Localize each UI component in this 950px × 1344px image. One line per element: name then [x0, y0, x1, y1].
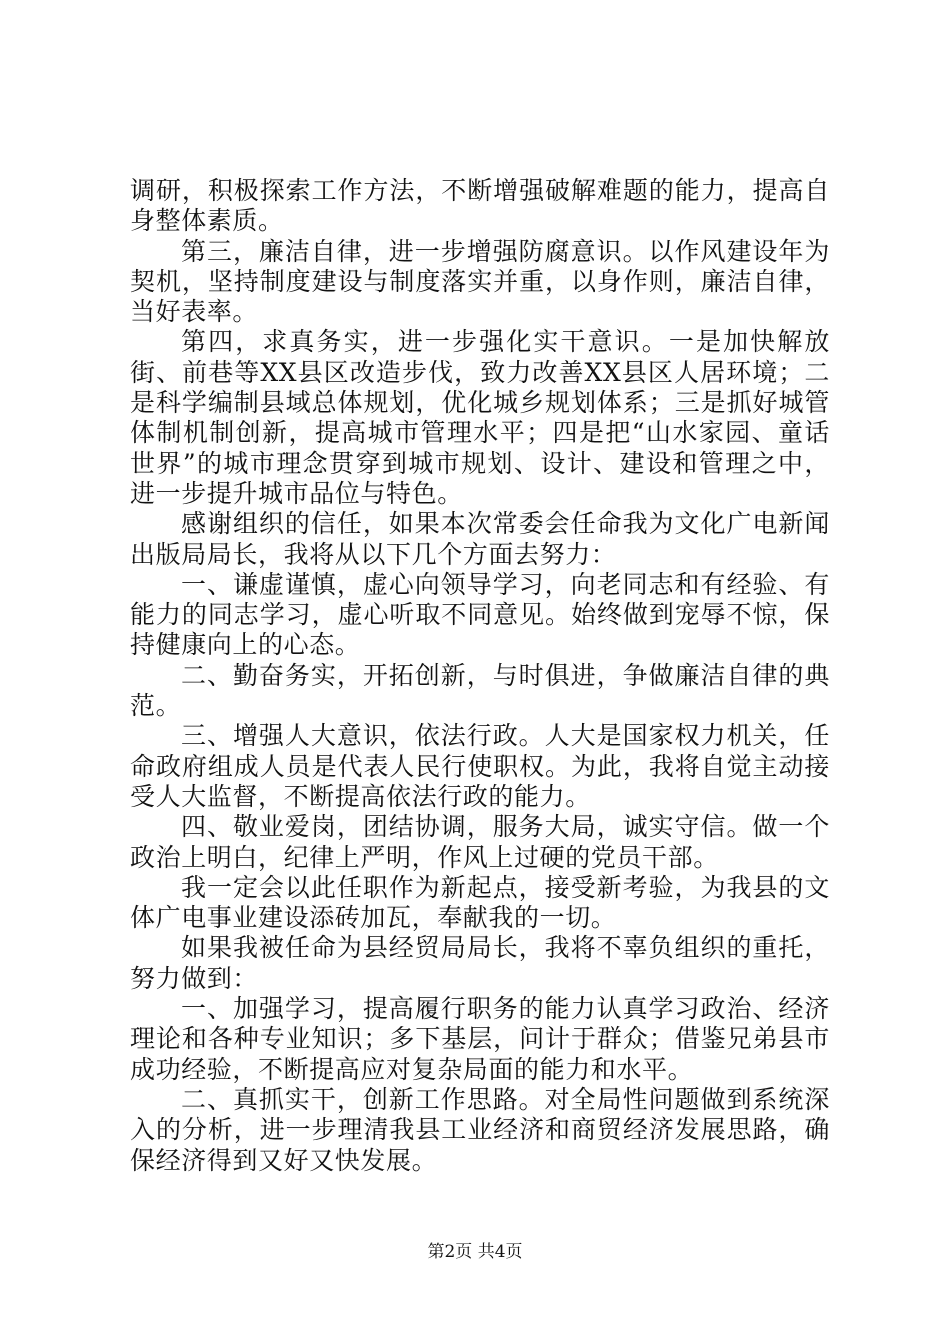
paragraph: 二、勤奋务实，开拓创新，与时俱进，争做廉洁自律的典范。 [130, 660, 830, 721]
paragraph: 二、真抓实干，创新工作思路。对全局性问题做到系统深入的分析，进一步理清我县工业经济和商贸经济发展思路，确保经济得到又好又快发展。 [130, 1084, 830, 1175]
paragraph: 三、增强人大意识，依法行政。人大是国家权力机关，任命政府组成人员是代表人民行使职权。为此，我将自觉主动接受人大监督，不断提高依法行政的能力。 [130, 721, 830, 811]
paragraph: 感谢组织的信任，如果本次常委会任命我为文化广电新闻出版局局长，我将从以下几个方面去努力： [130, 509, 830, 569]
paragraph: 如果我被任命为县经贸局局长，我将不辜负组织的重托，努力做到： [130, 933, 830, 993]
paragraph: 第四，求真务实，进一步强化实干意识。一是加快解放街、前巷等XX县区改造步伐，致力改善XX县区人居环境；二是科学编制县域总体规划，优化城乡规划体系；三是抓好城管体制机制创新，提高城市管理水平；四是把“山水家园、童话世界”的城市理念贯穿到城市规划、设计、建设和管理之中，进一步提升城市品位与特色。 [130, 327, 830, 508]
document-body [130, 176, 830, 1176]
paragraph: 第三，廉洁自律，进一步增强防腐意识。以作风建设年为契机，坚持制度建设与制度落实并重，以身作则，廉洁自律，当好表率。 [130, 236, 830, 327]
paragraph: 一、谦虚谨慎，虚心向领导学习，向老同志和有经验、有能力的同志学习，虚心听取不同意见。始终做到宠辱不惊，保持健康向上的心态。 [130, 569, 830, 660]
paragraph: 我一定会以此任职作为新起点，接受新考验，为我县的文体广电事业建设添砖加瓦，奉献我的一切。 [130, 872, 830, 933]
paragraph: 调研，积极探索工作方法，不断增强破解难题的能力，提高自身整体素质。 [130, 176, 830, 236]
page-footer: 第2页 共4页 [427, 1242, 523, 1262]
paragraph: 四、敬业爱岗，团结协调，服务大局，诚实守信。做一个政治上明白，纪律上严明，作风上过硬的党员干部。 [130, 812, 830, 872]
paragraph: 一、加强学习，提高履行职务的能力认真学习政治、经济理论和各种专业知识；多下基层，问计于群众；借鉴兄弟县市成功经验，不断提高应对复杂局面的能力和水平。 [130, 994, 830, 1084]
